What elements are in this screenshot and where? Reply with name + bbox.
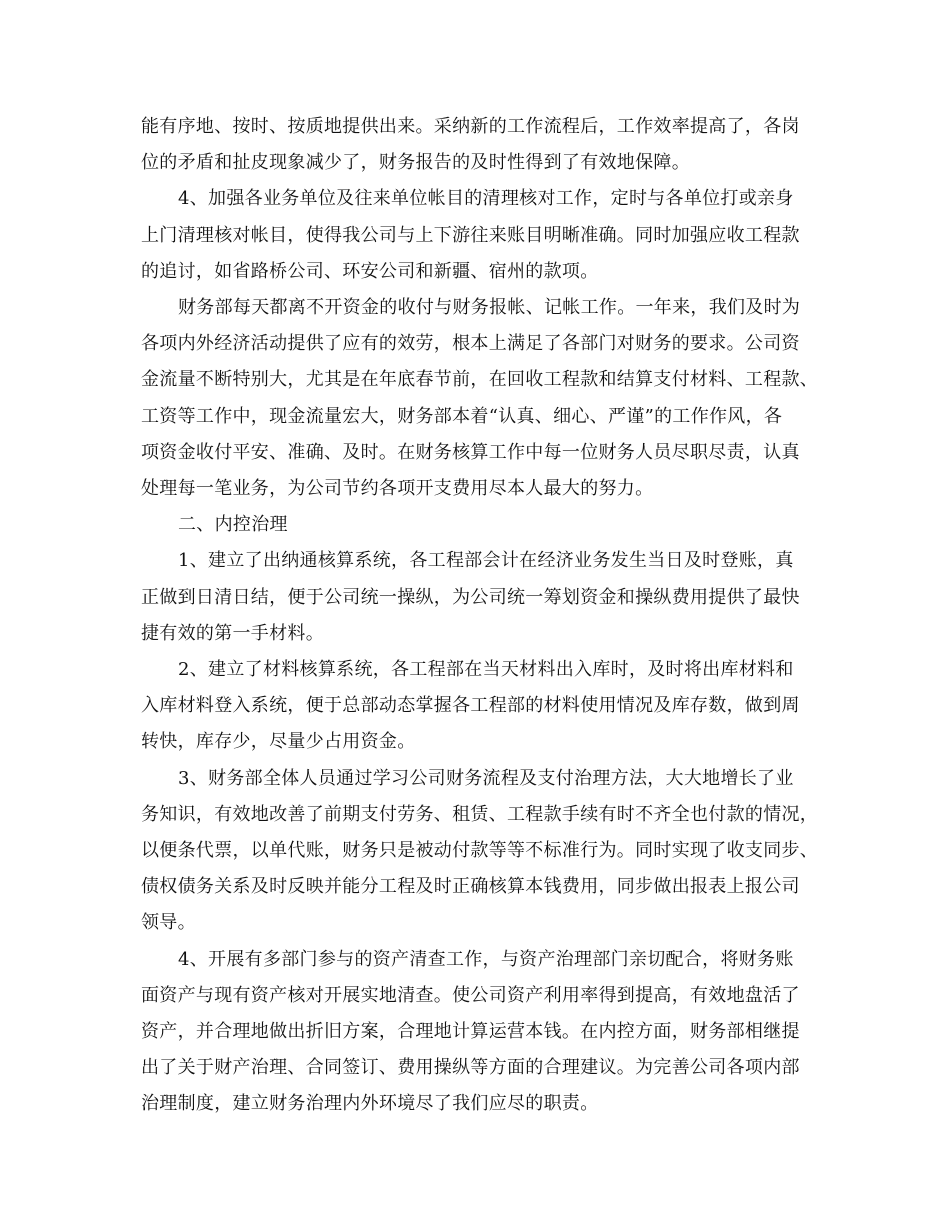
text-line: 4、开展有多部门参与的资产清查工作，与资产治理部门亲切配合，将财务账 (178, 948, 794, 970)
section-heading (141, 507, 817, 543)
text-line: 面资产与现有资产核对开展实地清查。使公司资产利用率得到提高，有效地盘活了 (141, 984, 800, 1006)
text-line: 项资金收付平安、准确、及时。在财务核算工作中每一位财务人员尽职尽责，认真 (141, 441, 800, 463)
text-line: 上门清理核对帐目，使得我公司与上下游往来账目明晰准确。同时加强应收工程款 (141, 224, 800, 246)
document-page (141, 109, 817, 1123)
text-line: 1、建立了出纳通核算系统，各工程部会计在经济业务发生当日及时登账，真 (178, 550, 794, 572)
text-line: 财务部每天都离不开资金的收付与财务报帐、记帐工作。一年来，我们及时为 (178, 297, 801, 319)
text-line: 出了关于财产治理、合同签订、费用操纵等方面的合理建议。为完善公司各项内部 (141, 1057, 800, 1079)
paragraph (141, 543, 817, 652)
paragraph (141, 761, 817, 942)
text-line: 债权债务关系及时反映并能分工程及时正确核算本钱费用，同步做出报表上报公司 (141, 876, 800, 898)
text-line: 处理每一笔业务，为公司节约各项开支费用尽本人最大的努力。 (141, 478, 654, 500)
paragraph (141, 652, 817, 761)
text-line: 工资等工作中，现金流量宏大，财务部本着“认真、细心、严谨”的工作作风，各 (141, 405, 783, 427)
text-line: 各项内外经济活动提供了应有的效劳，根本上满足了各部门对财务的要求。公司资 (141, 333, 800, 355)
text-line: 二、内控治理 (178, 514, 288, 536)
text-line: 务知识，有效地改善了前期支付劳务、租赁、工程款手续有时不齐全也付款的情况， (141, 803, 819, 825)
text-line: 3、财务部全体人员通过学习公司财务流程及支付治理方法，大大地增长了业 (178, 767, 794, 789)
text-line: 位的矛盾和扯皮现象减少了，财务报告的及时性得到了有效地保障。 (141, 152, 690, 174)
paragraph (141, 942, 817, 1123)
text-line: 能有序地、按时、按质地提供出来。采纳新的工作流程后，工作效率提高了，各岗 (141, 116, 800, 137)
paragraph (141, 290, 817, 507)
text-line: 金流量不断特别大，尤其是在年底春节前，在回收工程款和结算支付材料、工程款、 (141, 369, 819, 391)
paragraph (141, 181, 817, 290)
paragraph (141, 109, 817, 181)
text-line: 转快，库存少，尽量少占用资金。 (141, 731, 416, 753)
text-line: 捷有效的第一手材料。 (141, 622, 324, 644)
text-line: 4、加强各业务单位及往来单位帐目的清理核对工作，定时与各单位打或亲身 (178, 188, 794, 210)
text-line: 以便条代票，以单代账，财务只是被动付款等等不标准行为。同时实现了收支同步、 (141, 840, 819, 862)
text-line: 领导。 (141, 912, 196, 934)
text-line: 正做到日清日结，便于公司统一操纵，为公司统一筹划资金和操纵费用提供了最快 (141, 586, 800, 608)
text-line: 治理制度，建立财务治理内外环境尽了我们应尽的职责。 (141, 1093, 599, 1115)
text-line: 资产，并合理地做出折旧方案，合理地计算运营本钱。在内控方面，财务部相继提 (141, 1021, 800, 1043)
text-line: 2、建立了材料核算系统，各工程部在当天材料出入库时，及时将出库材料和 (178, 659, 794, 681)
text-line: 的追讨，如省路桥公司、环安公司和新疆、宿州的款项。 (141, 260, 599, 282)
text-line: 入库材料登入系统，便于总部动态掌握各工程部的材料使用情况及库存数，做到周 (141, 695, 800, 717)
